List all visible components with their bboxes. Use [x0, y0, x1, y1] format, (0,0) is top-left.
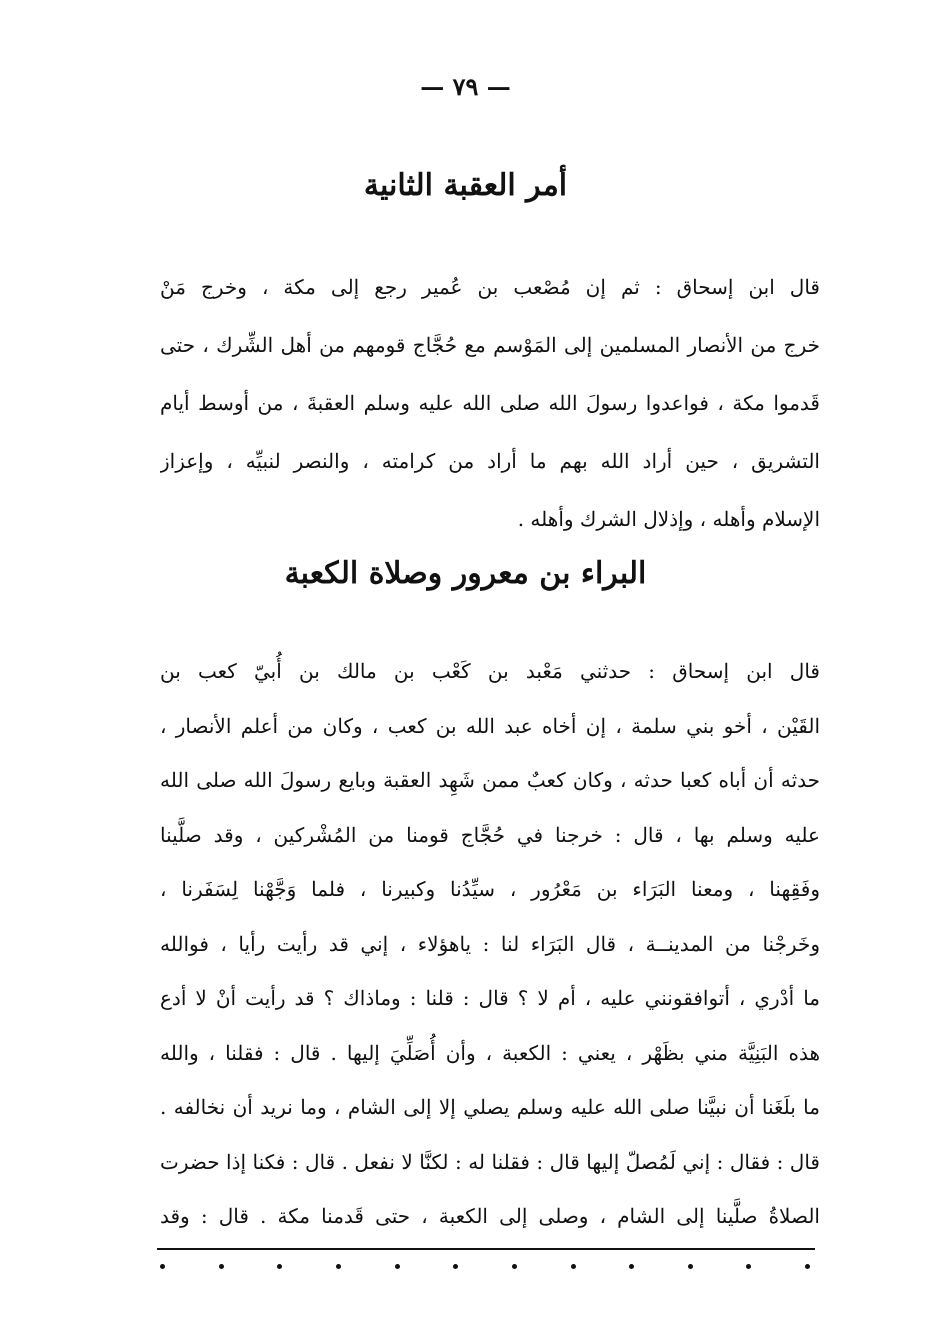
page-number: — ٧٩ —	[420, 72, 511, 101]
text-line: الصلاةُ صلَّينا إلى الشام ، وصلى إلى الكعبة ، حتى قَدمنا مكة . قال : وقد	[160, 1204, 820, 1228]
text-line: هذه البَنِيَّة مني بظَهْر ، يعني : الكعبة ، وأن أُصَلِّيَ إليها . قال : فقلنا ، والله	[160, 1040, 820, 1065]
section-title-aqaba: أمر العقبة الثانية	[363, 168, 568, 203]
text-line: خرج من الأنصار المسلمين إلى المَوْسم مع حُجَّاج قومهم من أهل الشِّرك ، حتى	[160, 333, 820, 357]
footer-dot	[219, 1264, 224, 1269]
footer-dot	[160, 1264, 165, 1269]
footer-dot	[571, 1264, 576, 1269]
footer-dot	[805, 1264, 810, 1269]
footer-dot	[277, 1264, 282, 1269]
footer-dot	[395, 1264, 400, 1269]
footer-dot	[746, 1264, 751, 1269]
footer-dot	[453, 1264, 458, 1269]
footer-dot	[629, 1264, 634, 1269]
text-line: قال : فقال : إني لَمُصلّ إليها قال : فقلنا له : لكنَّا لا نفعل . قال : فكنا إذا حضرت	[160, 1149, 820, 1174]
text-line: ما أدْري ، أتوافقونني عليه ، أم لا ؟ قال : قلنا : وماذاك ؟ قد رأيت أنْ لا أدع	[160, 986, 820, 1010]
paragraph-aqaba	[160, 258, 820, 548]
paragraph-bara	[160, 644, 820, 1244]
text-line: وفَقِهنا ، ومعنا البَرَاء بن مَعْرُور ، سيِّدُنا وكبيرنا ، فلما وَجَّهْنا لِسَفَرنا ،	[160, 877, 820, 901]
text-line: ما بلَغَنا أن نبيَّنا صلى الله عليه وسلم يصلي إلا إلى الشام ، وما نريد أن نخالفه .	[160, 1095, 820, 1119]
footer-dot	[512, 1264, 517, 1269]
text-line: حدثه أن أباه كعبا حدثه ، وكان كعبٌ ممن شَهِد العقبة وبايع رسولَ الله صلى الله	[160, 768, 820, 792]
footer-rule	[157, 1248, 815, 1250]
section-title-bara: البراء بن معرور وصلاة الكعبة	[284, 556, 647, 591]
text-line: التشريق ، حين أراد الله بهم ما أراد من كرامته ، والنصر لنبيِّه ، وإعزاز	[160, 449, 820, 473]
text-line: عليه وسلم بها ، قال : خرجنا في حُجَّاج قومنا من المُشْركين ، وقد صلَّينا	[160, 822, 820, 847]
footer-dot	[336, 1264, 341, 1269]
footer-dot	[688, 1264, 693, 1269]
text-line: قَدموا مكة ، فواعدوا رسولَ الله صلى الله عليه وسلم العقبةَ ، من أوسط أيام	[160, 391, 820, 415]
text-line: قال ابن إسحاق : حدثني مَعْبد بن كَعْب بن مالك بن أُبيّ كعب بن	[160, 659, 820, 683]
text-line: القَيْن ، أخو بني سلمة ، إن أخاه عبد الله بن كعب ، وكان من أعلم الأنصار ،	[160, 713, 820, 738]
text-line: قال ابن إسحاق : ثم إن مُصْعب بن عُمير رجع إلى مكة ، وخرج مَنْ	[160, 275, 820, 299]
text-line: الإسلام وأهله ، وإذلال الشرك وأهله .	[517, 507, 820, 531]
footer-dot-row	[160, 1264, 810, 1269]
text-line: وخَرجْنا من المدينــة ، قال البَرَاء لنا : ياهؤلاء ، إني قد رأيت رأيا ، فوالله	[160, 931, 820, 956]
